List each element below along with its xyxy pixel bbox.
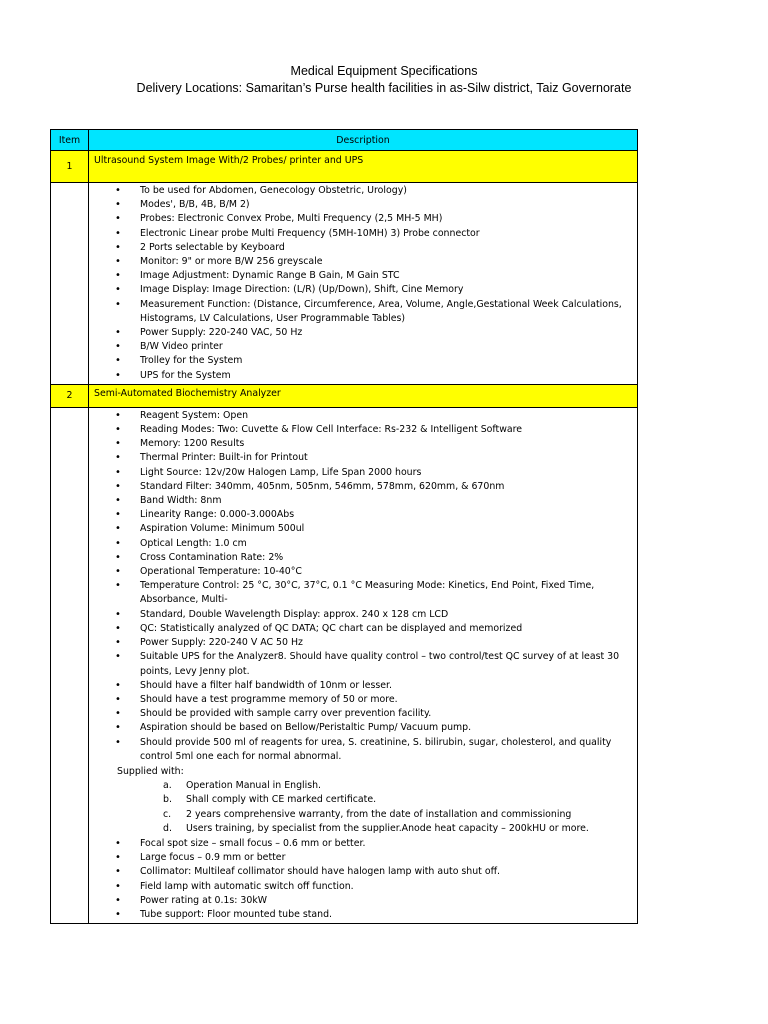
spec-item: • Measurement Function: (Distance, Circumference, Area, Volume, Angle,Gestational Week Calculations, Histograms, LV Calculations, User Programmable Tables)	[89, 298, 637, 326]
spec-item: • Cross Contamination Rate: 2%	[89, 551, 637, 565]
spec-item: • Linearity Range: 0.000-3.000Abs	[89, 508, 637, 522]
spec-item: • Reagent System: Open	[89, 409, 637, 423]
item-row-biochemistry	[51, 384, 638, 407]
spec-item: • Probes: Electronic Convex Probe, Multi Frequency (2,5 MH-5 MH)	[89, 212, 637, 226]
spec-item: • Image Adjustment: Dynamic Range B Gain, M Gain STC	[89, 269, 637, 283]
supplied-with-label: Supplied with:	[117, 765, 184, 777]
supplied-item	[89, 779, 637, 793]
supplied-item	[89, 793, 637, 807]
spec-row-ultrasound	[51, 183, 638, 385]
document-title: Medical Equipment Specifications	[290, 64, 478, 78]
spec-item: • Focal spot size – small focus – 0.6 mm or better.	[89, 837, 637, 851]
supplied-item-text: Operation Manual in English.	[186, 780, 322, 792]
spec-item: • Temperature Control: 25 °C, 30°C, 37°C, 0.1 °C Measuring Mode: Kinetics, End Point, Fixed Time, Absorbance, Multi-	[89, 579, 637, 607]
spec-item: • Suitable UPS for the Analyzer8. Should have quality control – two control/test QC survey of at least 30 points, Levy Jenny plot.	[89, 650, 637, 678]
supplied-with-list	[89, 779, 637, 836]
spec-item: • Trolley for the System	[89, 354, 637, 368]
spec-item: • Power Supply: 220-240 V AC 50 Hz	[89, 636, 637, 650]
description-column-header: Description	[89, 130, 638, 151]
spec-item: • Light Source: 12v/20w Halogen Lamp, Life Span 2000 hours	[89, 466, 637, 480]
spec-item: • To be used for Abdomen, Genecology Obstetric, Urology)	[89, 184, 637, 198]
spec-item: • Monitor: 9" or more B/W 256 greyscale	[89, 255, 637, 269]
spec-row-biochemistry	[51, 407, 638, 923]
item-name: Ultrasound System Image With/2 Probes/ printer and UPS	[89, 151, 638, 183]
spec-item: • Image Display: Image Direction: (L/R) (Up/Down), Shift, Cine Memory	[89, 283, 637, 297]
supplied-item	[89, 822, 637, 836]
item-name: Semi-Automated Biochemistry Analyzer	[89, 384, 638, 407]
empty-item-cell	[51, 407, 89, 923]
supplied-item-text: Users training, by specialist from the supplier.Anode heat capacity – 200kHU or more.	[186, 822, 589, 834]
spec-item: • Field lamp with automatic switch off function.	[89, 880, 637, 894]
spec-item: • Standard, Double Wavelength Display: approx. 240 x 128 cm LCD	[89, 608, 637, 622]
supplied-item-marker: a.	[163, 780, 172, 792]
document-header	[0, 63, 768, 97]
spec-item: • Electronic Linear probe Multi Frequency (5MH-10MH) 3) Probe connector	[89, 227, 637, 241]
table-header-row	[51, 130, 638, 151]
item-column-header: Item	[51, 130, 89, 151]
spec-cell	[89, 183, 638, 385]
spec-item: • Should be provided with sample carry over prevention facility.	[89, 707, 637, 721]
spec-list-tube	[89, 836, 637, 923]
spec-item: • UPS for the System	[89, 369, 637, 383]
empty-item-cell	[51, 183, 89, 385]
spec-item: • Thermal Printer: Built-in for Printout	[89, 451, 637, 465]
spec-item: • Operational Temperature: 10-40°C	[89, 565, 637, 579]
spec-item: • Modes', B/B, 4B, B/M 2)	[89, 198, 637, 212]
supplied-item-marker: c.	[163, 808, 172, 820]
spec-item: • Power Supply: 220-240 VAC, 50 Hz	[89, 326, 637, 340]
item-row-ultrasound	[51, 151, 638, 183]
spec-item: • Memory: 1200 Results	[89, 437, 637, 451]
item-number: 2	[51, 384, 89, 407]
spec-item: • Aspiration should be based on Bellow/Peristaltic Pump/ Vacuum pump.	[89, 721, 637, 735]
spec-item: • 2 Ports selectable by Keyboard	[89, 241, 637, 255]
spec-item: • Tube support: Floor mounted tube stand.	[89, 908, 637, 922]
spec-list-ultrasound	[89, 183, 637, 384]
supplied-item-text: Shall comply with CE marked certificate.	[186, 794, 377, 806]
spec-item: • Large focus – 0.9 mm or better	[89, 851, 637, 865]
spec-item: • Should have a test programme memory of 50 or more.	[89, 693, 637, 707]
spec-item: • B/W Video printer	[89, 340, 637, 354]
supplied-item-marker: d.	[163, 822, 172, 834]
spec-item: • Aspiration Volume: Minimum 500ul	[89, 522, 637, 536]
item-number: 1	[51, 151, 89, 183]
spec-item: • Collimator: Multileaf collimator should have halogen lamp with auto shut off.	[89, 865, 637, 879]
document-subtitle: Delivery Locations: Samaritan’s Purse health facilities in as-Silw district, Taiz Governorate	[136, 81, 632, 95]
spec-item: • Optical Length: 1.0 cm	[89, 537, 637, 551]
supplied-item-marker: b.	[163, 794, 172, 806]
spec-item: • Standard Filter: 340mm, 405nm, 505nm, 546mm, 578mm, 620mm, & 670nm	[89, 480, 637, 494]
spec-item: • Reading Modes: Two: Cuvette & Flow Cell Interface: Rs-232 & Intelligent Software	[89, 423, 637, 437]
spec-cell	[89, 407, 638, 923]
spec-item: • QC: Statistically analyzed of QC DATA; QC chart can be displayed and memorized	[89, 622, 637, 636]
supplied-item-text: 2 years comprehensive warranty, from the date of installation and commissioning	[186, 808, 572, 820]
spec-item: • Should provide 500 ml of reagents for urea, S. creatinine, S. bilirubin, sugar, cholesterol, and quality control 5ml one each for normal abnormal.	[89, 736, 637, 764]
spec-item: • Band Width: 8nm	[89, 494, 637, 508]
spec-item: • Should have a filter half bandwidth of 10nm or lesser.	[89, 679, 637, 693]
spec-list-biochemistry	[89, 408, 637, 765]
supplied-item	[89, 808, 637, 822]
specifications-table	[50, 129, 638, 924]
spec-item: • Power rating at 0.1s: 30kW	[89, 894, 637, 908]
